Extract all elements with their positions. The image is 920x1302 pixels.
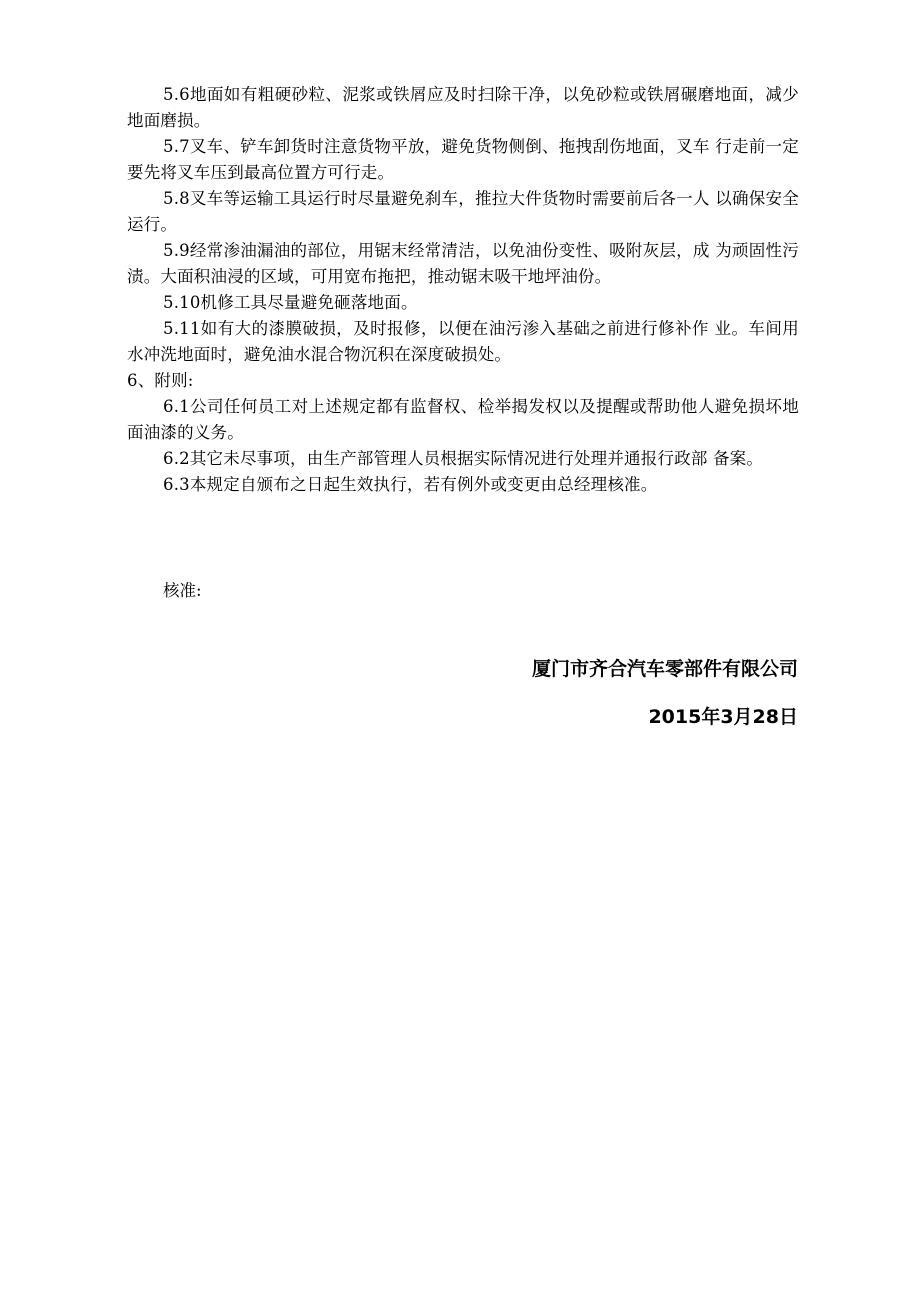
clause-6-2: 6.2其它未尽事项，由生产部管理人员根据实际情况进行处理并通报行政部 备案。 — [163, 449, 764, 468]
clause-5-6: 5.6地面如有粗硬砂粒、泥浆或铁屑应及时扫除干净，以免砂粒或铁屑碾磨地面，减少地面磨损。 — [127, 85, 799, 130]
section-6-heading: 6、附则: — [127, 371, 194, 390]
approval-label: 核准: — [163, 581, 202, 600]
clause-5-7: 5.7叉车、铲车卸货时注意货物平放，避免货物侧倒、拖拽刮伤地面，叉车 行走前一定要先将叉车压到最高位置方可行走。 — [127, 137, 799, 182]
document-body — [127, 82, 799, 498]
clause-5-8: 5.8叉车等运输工具运行时尽量避免刹车，推拉大件货物时需要前后各一人 以确保安全运行。 — [127, 189, 799, 234]
issue-date: 2015年3月28日 — [648, 706, 798, 728]
clause-5-10: 5.10机修工具尽量避免砸落地面。 — [163, 293, 418, 312]
company-name: 厦门市齐合汽车零部件有限公司 — [531, 658, 798, 680]
clause-6-3: 6.3本规定自颁布之日起生效执行，若有例外或变更由总经理核准。 — [163, 475, 658, 494]
clause-5-9: 5.9经常渗油漏油的部位，用锯末经常清洁，以免油份变性、吸附灰层，成 为顽固性污渍。大面积油浸的区域，可用宽布拖把，推动锯末吸干地坪油份。 — [127, 241, 799, 286]
clause-5-11: 5.11如有大的漆膜破损，及时报修，以便在油污渗入基础之前进行修补作 业。车间用水冲洗地面时，避免油水混合物沉积在深度破损处。 — [127, 319, 799, 364]
clause-6-1: 6.1公司任何员工对上述规定都有监督权、检举揭发权以及提醒或帮助他人避免损坏地面油漆的义务。 — [127, 397, 799, 442]
